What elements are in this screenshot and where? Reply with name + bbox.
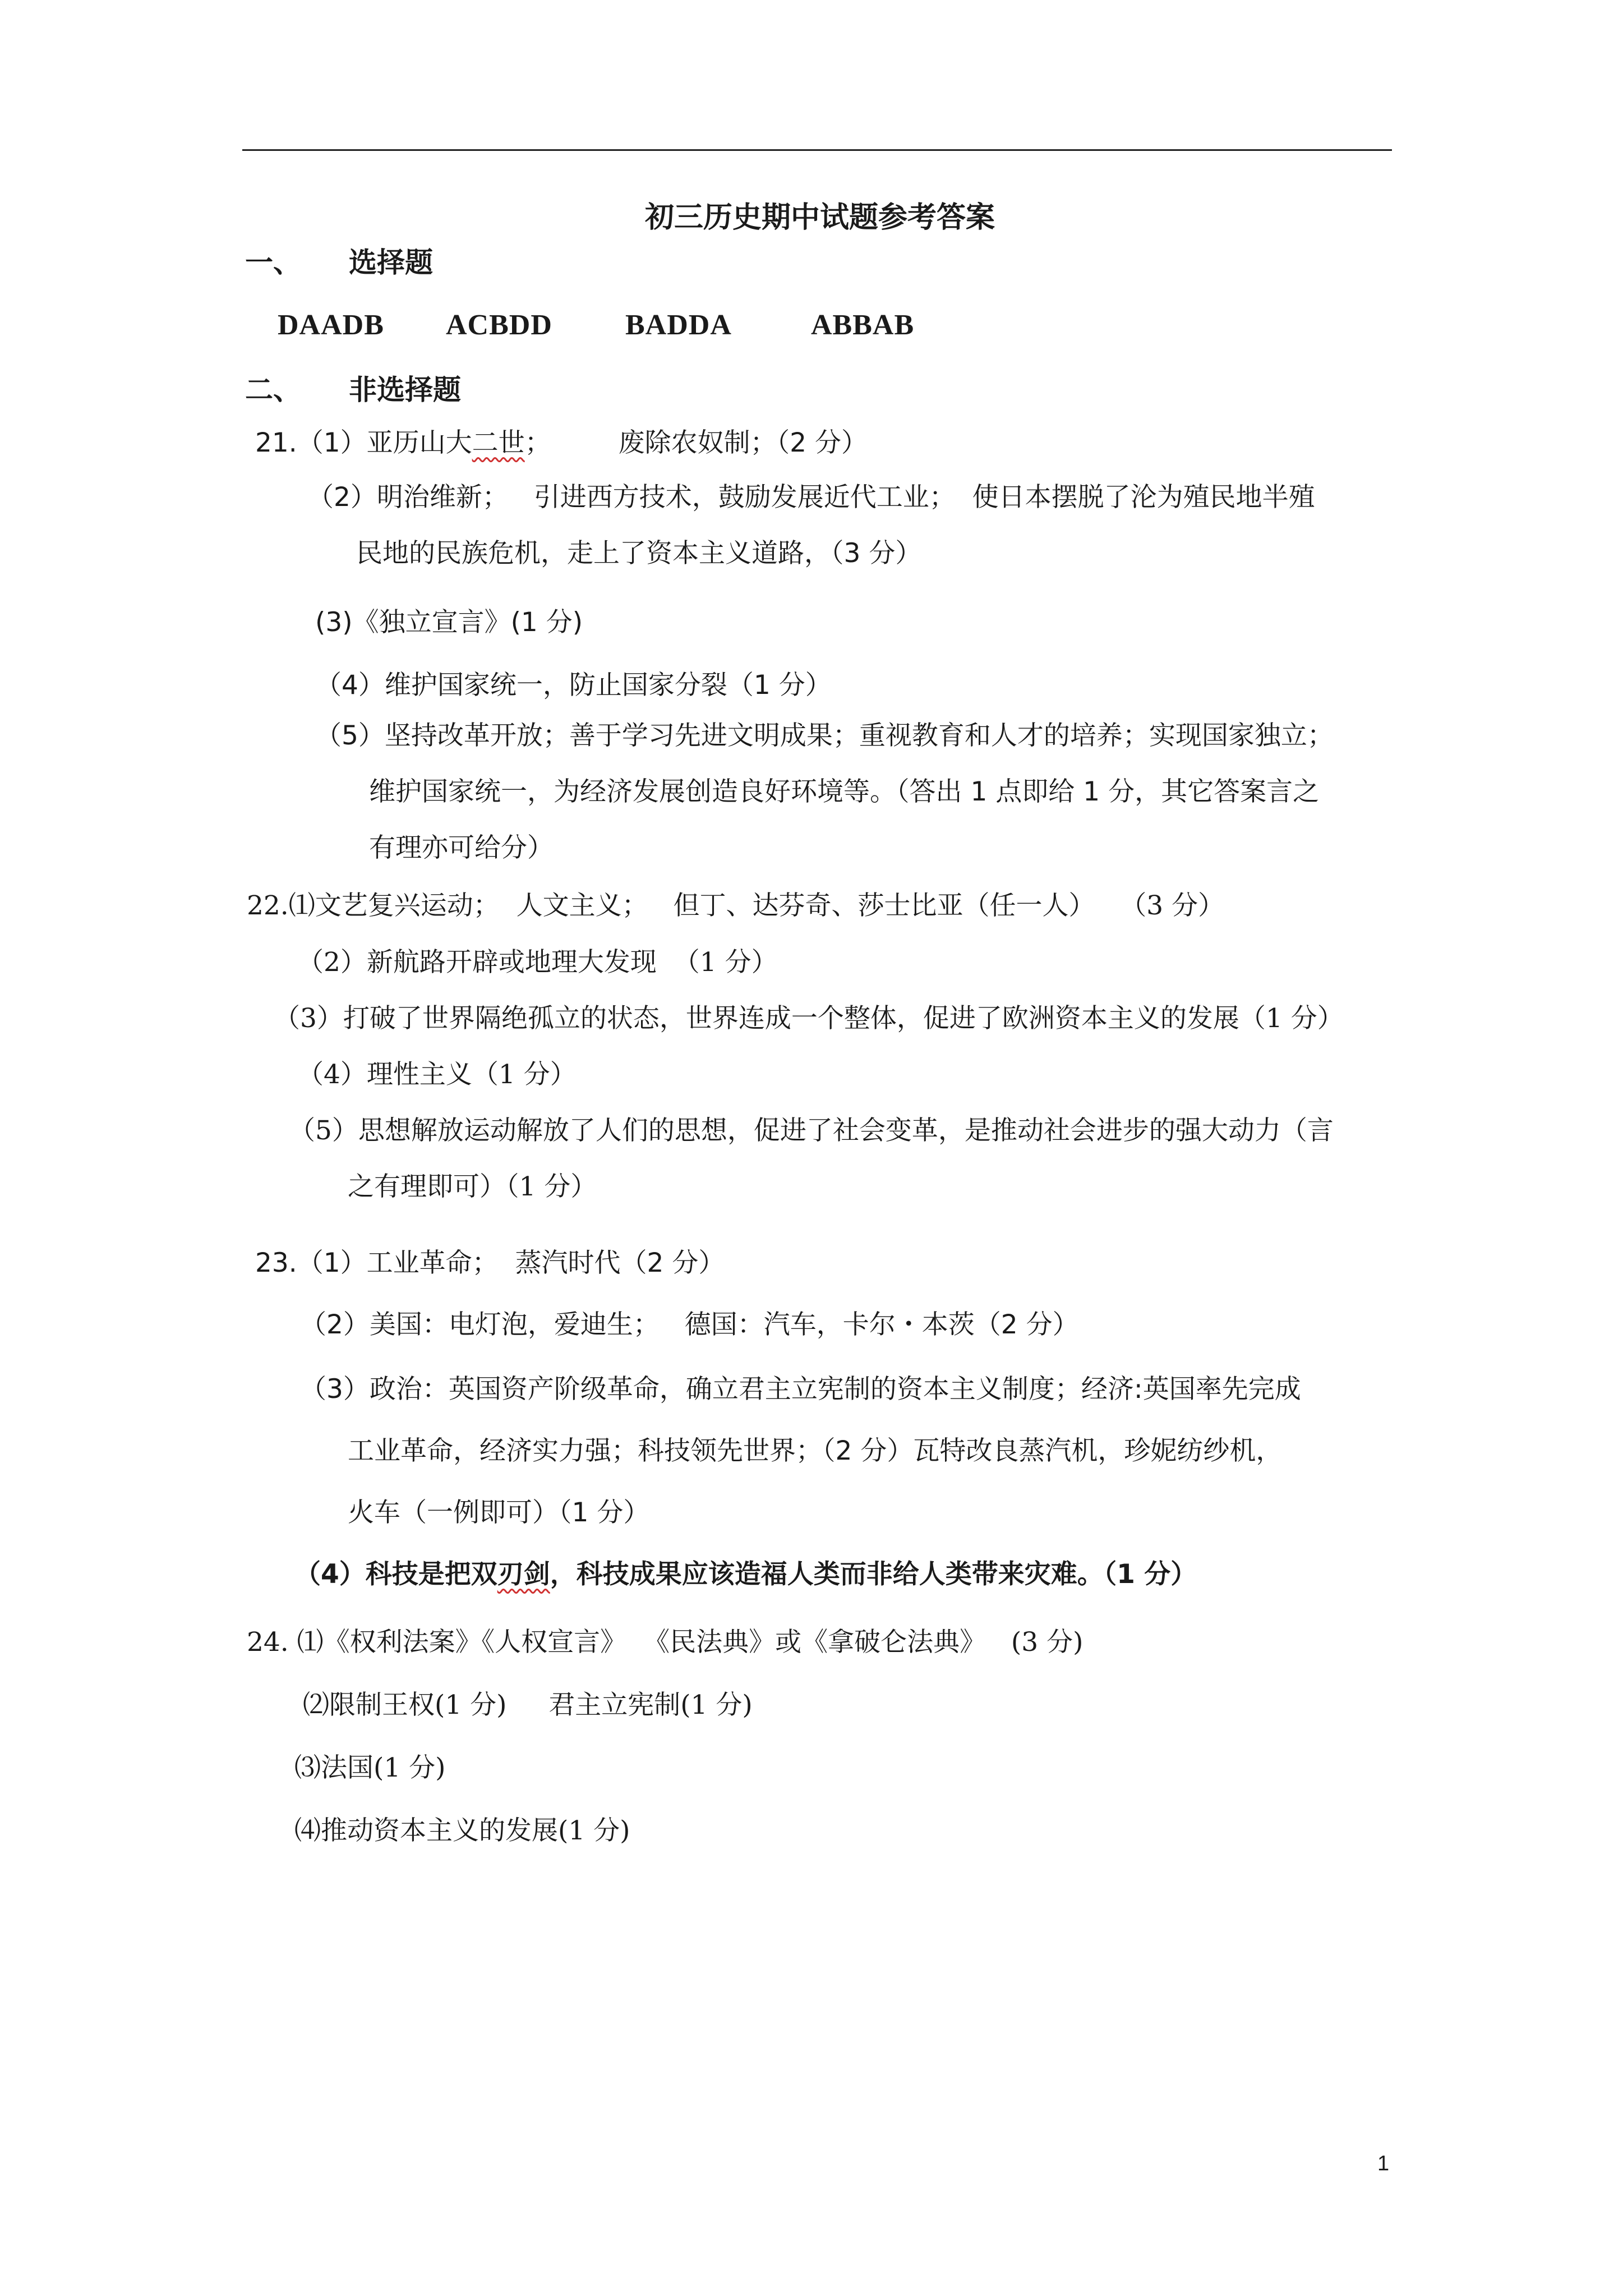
q21-line-4: (3)《独立宣言》(1 分): [315, 607, 583, 638]
answer-group-3: BADDA: [625, 309, 732, 341]
q23-line-5: 火车（一例即可）（1 分）: [348, 1497, 650, 1528]
answer-group-2: ACBDD: [446, 309, 552, 341]
q21-line-1: 21.（1）亚历山大二世； 废除农奴制；（2 分）: [255, 427, 868, 458]
spellcheck-underline: 刃剑: [497, 1559, 550, 1590]
q23-line-3: （3）政治：英国资产阶级革命，确立君主立宪制的资本主义制度；经济:英国率先完成: [300, 1374, 1301, 1405]
answer-group-1: DAADB: [278, 309, 384, 341]
q24-line-2: ⑵限制王权(1 分) 君主立宪制(1 分): [303, 1690, 753, 1720]
q22-line-5: （5）思想解放运动解放了人们的思想，促进了社会变革，是推动社会进步的强大动力（言: [289, 1115, 1334, 1146]
section-2-number: 二、: [245, 373, 301, 406]
q22-line-4: （4）理性主义（1 分）: [297, 1059, 577, 1090]
q21-line-3: 民地的民族危机，走上了资本主义道路，（3 分）: [356, 538, 922, 569]
q21-line-8: 有理亦可给分）: [369, 832, 554, 863]
spellcheck-underline: 二世: [472, 427, 525, 458]
q24-line-3: ⑶法国(1 分): [294, 1752, 446, 1783]
q23-line-6: （4）科技是把双刃剑，科技成果应该造福人类而非给人类带来灾难。（1 分）: [294, 1559, 1197, 1590]
section-1-label: 选择题: [349, 246, 433, 279]
q21-line-5: （4）维护国家统一，防止国家分裂（1 分）: [315, 670, 832, 701]
section-1-number: 一、: [245, 246, 301, 279]
q23-line-1: 23.（1）工业革命； 蒸汽时代（2 分）: [255, 1248, 725, 1278]
q21-line-6: （5）坚持改革开放；善于学习先进文明成果；重视教育和人才的培养；实现国家独立；: [315, 720, 1334, 751]
q24-line-1: 24. ⑴《权利法案》《人权宣言》 《民法典》或《拿破仑法典》 (3 分): [247, 1627, 1083, 1658]
section-2-label: 非选择题: [349, 373, 461, 406]
q22-line-2: （2）新航路开辟或地理大发现 （1 分）: [297, 947, 778, 978]
page-number: 1: [1377, 2152, 1390, 2175]
q21-line-7: 维护国家统一，为经济发展创造良好环境等。（答出 1 点即给 1 分，其它答案言之: [369, 776, 1320, 807]
q22-line-1: 22.⑴文艺复兴运动； 人文主义； 但丁、达芬奇、莎士比亚（任一人） （3 分）: [247, 890, 1225, 921]
answer-group-4: ABBAB: [811, 309, 915, 341]
q22-line-6: 之有理即可）（1 分）: [348, 1171, 597, 1202]
q21-line-2: （2）明治维新； 引进西方技术，鼓励发展近代工业； 使日本摆脱了沦为殖民地半殖: [307, 482, 1315, 513]
header-rule: [242, 149, 1392, 151]
q22-line-3: （3）打破了世界隔绝孤立的状态，世界连成一个整体，促进了欧洲资本主义的发展（1 分）: [274, 1003, 1344, 1034]
q23-line-2: （2）美国：电灯泡，爱迪生； 德国：汽车，卡尔・本茨（2 分）: [300, 1309, 1079, 1340]
page-title: 初三历史期中试题参考答案: [645, 200, 995, 234]
q23-line-4: 工业革命，经济实力强；科技领先世界；（2 分）瓦特改良蒸汽机，珍妮纺纱机，: [348, 1435, 1283, 1466]
q24-line-4: ⑷推动资本主义的发展(1 分): [294, 1815, 630, 1846]
